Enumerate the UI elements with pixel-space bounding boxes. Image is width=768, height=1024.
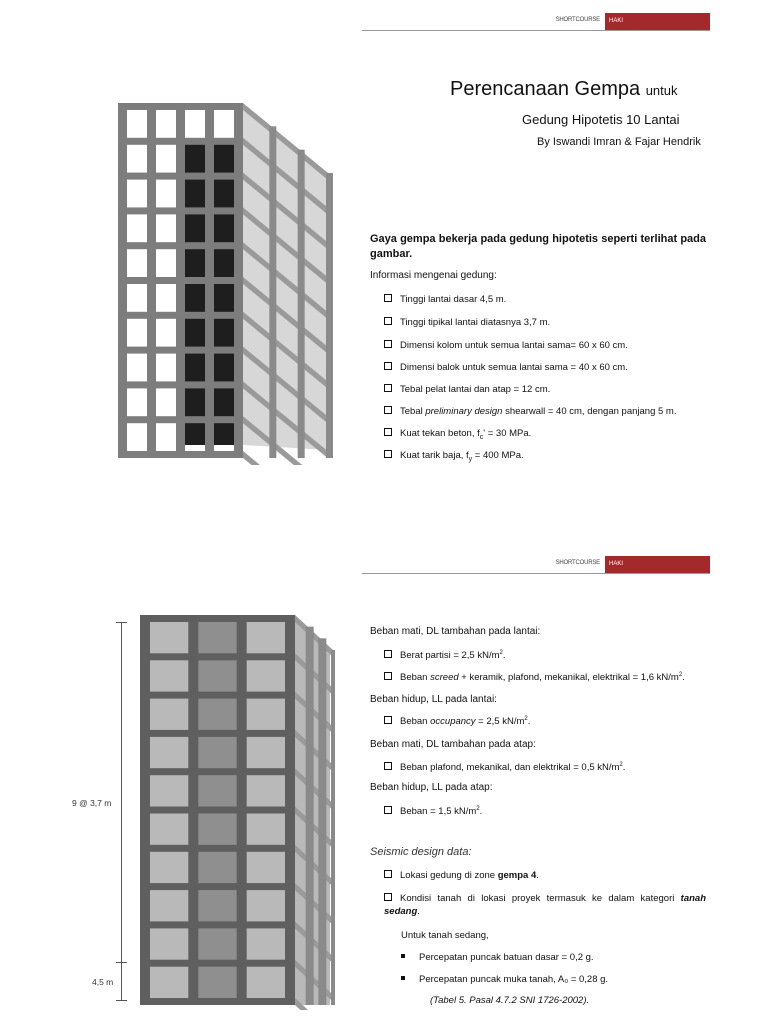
frame-member [118, 277, 243, 284]
checkbox-icon [384, 893, 392, 901]
checkbox-icon [384, 294, 392, 302]
square-bullet-icon [401, 954, 405, 958]
checkbox-icon [384, 806, 392, 814]
item-text: Kuat tekan beton, f [400, 428, 480, 439]
haki-badge: HAKI [605, 556, 710, 573]
seismic-item-2 [384, 892, 706, 918]
info-item-2 [384, 317, 550, 328]
item-bold: tanah sedang [384, 893, 706, 917]
title-main: Perencanaan Gempa [450, 78, 641, 100]
slide1-header [362, 13, 710, 31]
slide1-subtitle: Gedung Hipotetis 10 Lantai [522, 112, 680, 127]
square-bullet-icon [401, 976, 405, 980]
frame-member [140, 883, 295, 890]
item-text: shearwall = 40 cm, dengan panjang 5 m. [505, 406, 677, 417]
item-text: Kondisi tanah di lokasi proyek termasuk ke dalam kategori [400, 893, 681, 904]
dimension-line [121, 622, 122, 1000]
frame-member [118, 451, 243, 458]
item-text: Berat partisi = 2,5 kN/m [400, 650, 500, 662]
ll-roof-item-1: Beban = 1,5 $kN/m^2$. [384, 806, 482, 817]
frame-member [306, 627, 314, 1005]
info-item-3 [384, 340, 628, 351]
frame-member [318, 638, 326, 1005]
item-text: Dimensi balok untuk semua lantai sama = 40 x 60 cm. [400, 362, 628, 373]
info-item-1 [384, 294, 506, 305]
info-heading: Informasi mengenai gedung: [370, 270, 497, 281]
dimension-typical-label: 9 @ 3,7 m [72, 798, 112, 808]
item-italic: occupancy [430, 716, 476, 728]
frame-member [118, 381, 243, 388]
slide1-title [450, 78, 678, 101]
building-illustration-2 [135, 610, 335, 1010]
item-text: . [536, 870, 539, 881]
frame-member [140, 960, 295, 967]
dl-floor-heading: Beban mati, DL tambahan pada lantai: [370, 626, 541, 637]
frame-member [140, 845, 295, 852]
item-italic: screed [430, 672, 459, 684]
frame-member [118, 242, 243, 249]
soft-soil-item-2 [401, 974, 608, 985]
ll-roof-heading: Beban hidup, LL pada atap: [370, 782, 493, 793]
haki-badge: HAKI [605, 13, 710, 30]
superscript: 2 [678, 672, 683, 678]
item-text: Percepatan puncak muka tanah, A₀ = 0,28 g. [419, 974, 609, 985]
frame-member [118, 207, 243, 214]
frame-member [140, 921, 295, 928]
item-text: Lokasi gedung di zone [400, 870, 498, 881]
item-text: Dimensi kolom untuk semua lantai sama= 60 x 60 cm. [400, 340, 628, 351]
info-item-7 [384, 428, 531, 441]
slide1-intro: Gaya gempa bekerja pada gedung hipotetis seperti terlihat pada gambar. [370, 233, 706, 260]
superscript: 2 [476, 806, 480, 812]
checkbox-icon [384, 317, 392, 325]
frame-member [269, 126, 276, 458]
frame-member [140, 807, 295, 814]
frame-member [140, 730, 295, 737]
item-sub: y [468, 455, 473, 463]
dl-roof-heading: Beban mati, DL tambahan pada atap: [370, 739, 536, 750]
seismic-heading: Seismic design data: [370, 846, 472, 858]
item-text: . [417, 906, 420, 917]
info-item-4 [384, 362, 628, 373]
item-text: Beban = 1,5 kN/m [400, 806, 477, 818]
shortcourse-label: SHORTCOURSE [555, 17, 600, 23]
checkbox-icon [384, 384, 392, 392]
checkbox-icon [384, 428, 392, 436]
checkbox-icon [384, 362, 392, 370]
item-text: Tebal pelat lantai dan atap = 12 cm. [400, 384, 551, 395]
checkbox-icon [384, 870, 392, 878]
frame-member [118, 312, 243, 319]
superscript: 2 [619, 762, 623, 768]
checkbox-icon [384, 450, 392, 458]
dl-floor-item-2: Beban screed + keramik, plafond, mekanikal, elektrikal = 1,6 $kN/m^2$. [384, 672, 685, 683]
slide1-authors: By Iswandi Imran & Fajar Hendrik [537, 136, 701, 148]
soft-soil-heading: Untuk tanah sedang, [401, 930, 489, 941]
frame-member [140, 768, 295, 775]
seismic-item-1 [384, 870, 539, 881]
item-text: = 2,5 kN/m [475, 716, 525, 728]
dimension-tick-bottom [116, 1000, 127, 1001]
slide2-header [362, 556, 710, 574]
item-text: = 400 MPa. [472, 450, 524, 461]
dimension-tick-mid [116, 962, 127, 963]
item-text: ' = 30 MPa. [483, 428, 532, 439]
item-text: Kuat tarik baja, f [400, 450, 469, 461]
checkbox-icon [384, 716, 392, 724]
frame-member [140, 653, 295, 660]
checkbox-icon [384, 406, 392, 414]
frame-member [118, 416, 243, 423]
dimension-ground-label: 4,5 m [92, 977, 114, 987]
item-italic: preliminary design [425, 406, 503, 417]
dimension-tick-top [116, 622, 127, 623]
frame-member [140, 692, 295, 699]
item-text: Beban plafond, mekanikal, dan elektrikal = 0,5 kN/m [400, 762, 620, 774]
item-sub: c [479, 433, 484, 441]
frame-member [118, 173, 243, 180]
title-small: untuk [645, 83, 678, 98]
superscript: 2 [524, 716, 528, 722]
shortcourse-label: SHORTCOURSE [555, 560, 600, 566]
frame-member [118, 347, 243, 354]
reference-note: (Tabel 5. Pasal 4.7.2 SNI 1726-2002). [430, 995, 590, 1006]
checkbox-icon [384, 762, 392, 770]
frame-member [118, 138, 243, 145]
soft-soil-item-1 [401, 952, 594, 963]
dl-floor-item-1: Berat partisi = 2,5 $kN/m^2$. [384, 650, 506, 661]
frame-member [331, 650, 335, 1005]
frame-member [118, 103, 243, 110]
info-item-6 [384, 406, 676, 417]
building-illustration-1 [108, 95, 338, 465]
item-bold: gempa 4 [497, 870, 537, 881]
ll-floor-heading: Beban hidup, LL pada lantai: [370, 694, 497, 705]
frame-member [326, 173, 333, 458]
superscript: 2 [499, 650, 503, 656]
item-text: Tebal [400, 406, 426, 417]
dl-roof-item-1: Beban plafond, mekanikal, dan elektrikal = 0,5 $kN/m^2$. [384, 762, 625, 773]
info-item-5 [384, 384, 550, 395]
ll-floor-item-1: Beban occupancy = 2,5 $kN/m^2$. [384, 716, 530, 727]
checkbox-icon [384, 340, 392, 348]
frame-member [298, 150, 305, 458]
item-text: Beban [400, 672, 431, 684]
item-text: Tinggi lantai dasar 4,5 m. [400, 294, 507, 305]
frame-member [140, 998, 295, 1005]
info-item-8 [384, 450, 524, 463]
item-text: Percepatan puncak batuan dasar = 0,2 g. [419, 952, 594, 963]
checkbox-icon [384, 672, 392, 680]
checkbox-icon [384, 650, 392, 658]
frame-member [140, 615, 295, 622]
item-text: Beban [400, 716, 431, 728]
item-text: Tinggi tipikal lantai diatasnya 3,7 m. [400, 317, 551, 328]
item-text: + keramik, plafond, mekanikal, elektrikal = 1,6 kN/m [458, 672, 679, 684]
